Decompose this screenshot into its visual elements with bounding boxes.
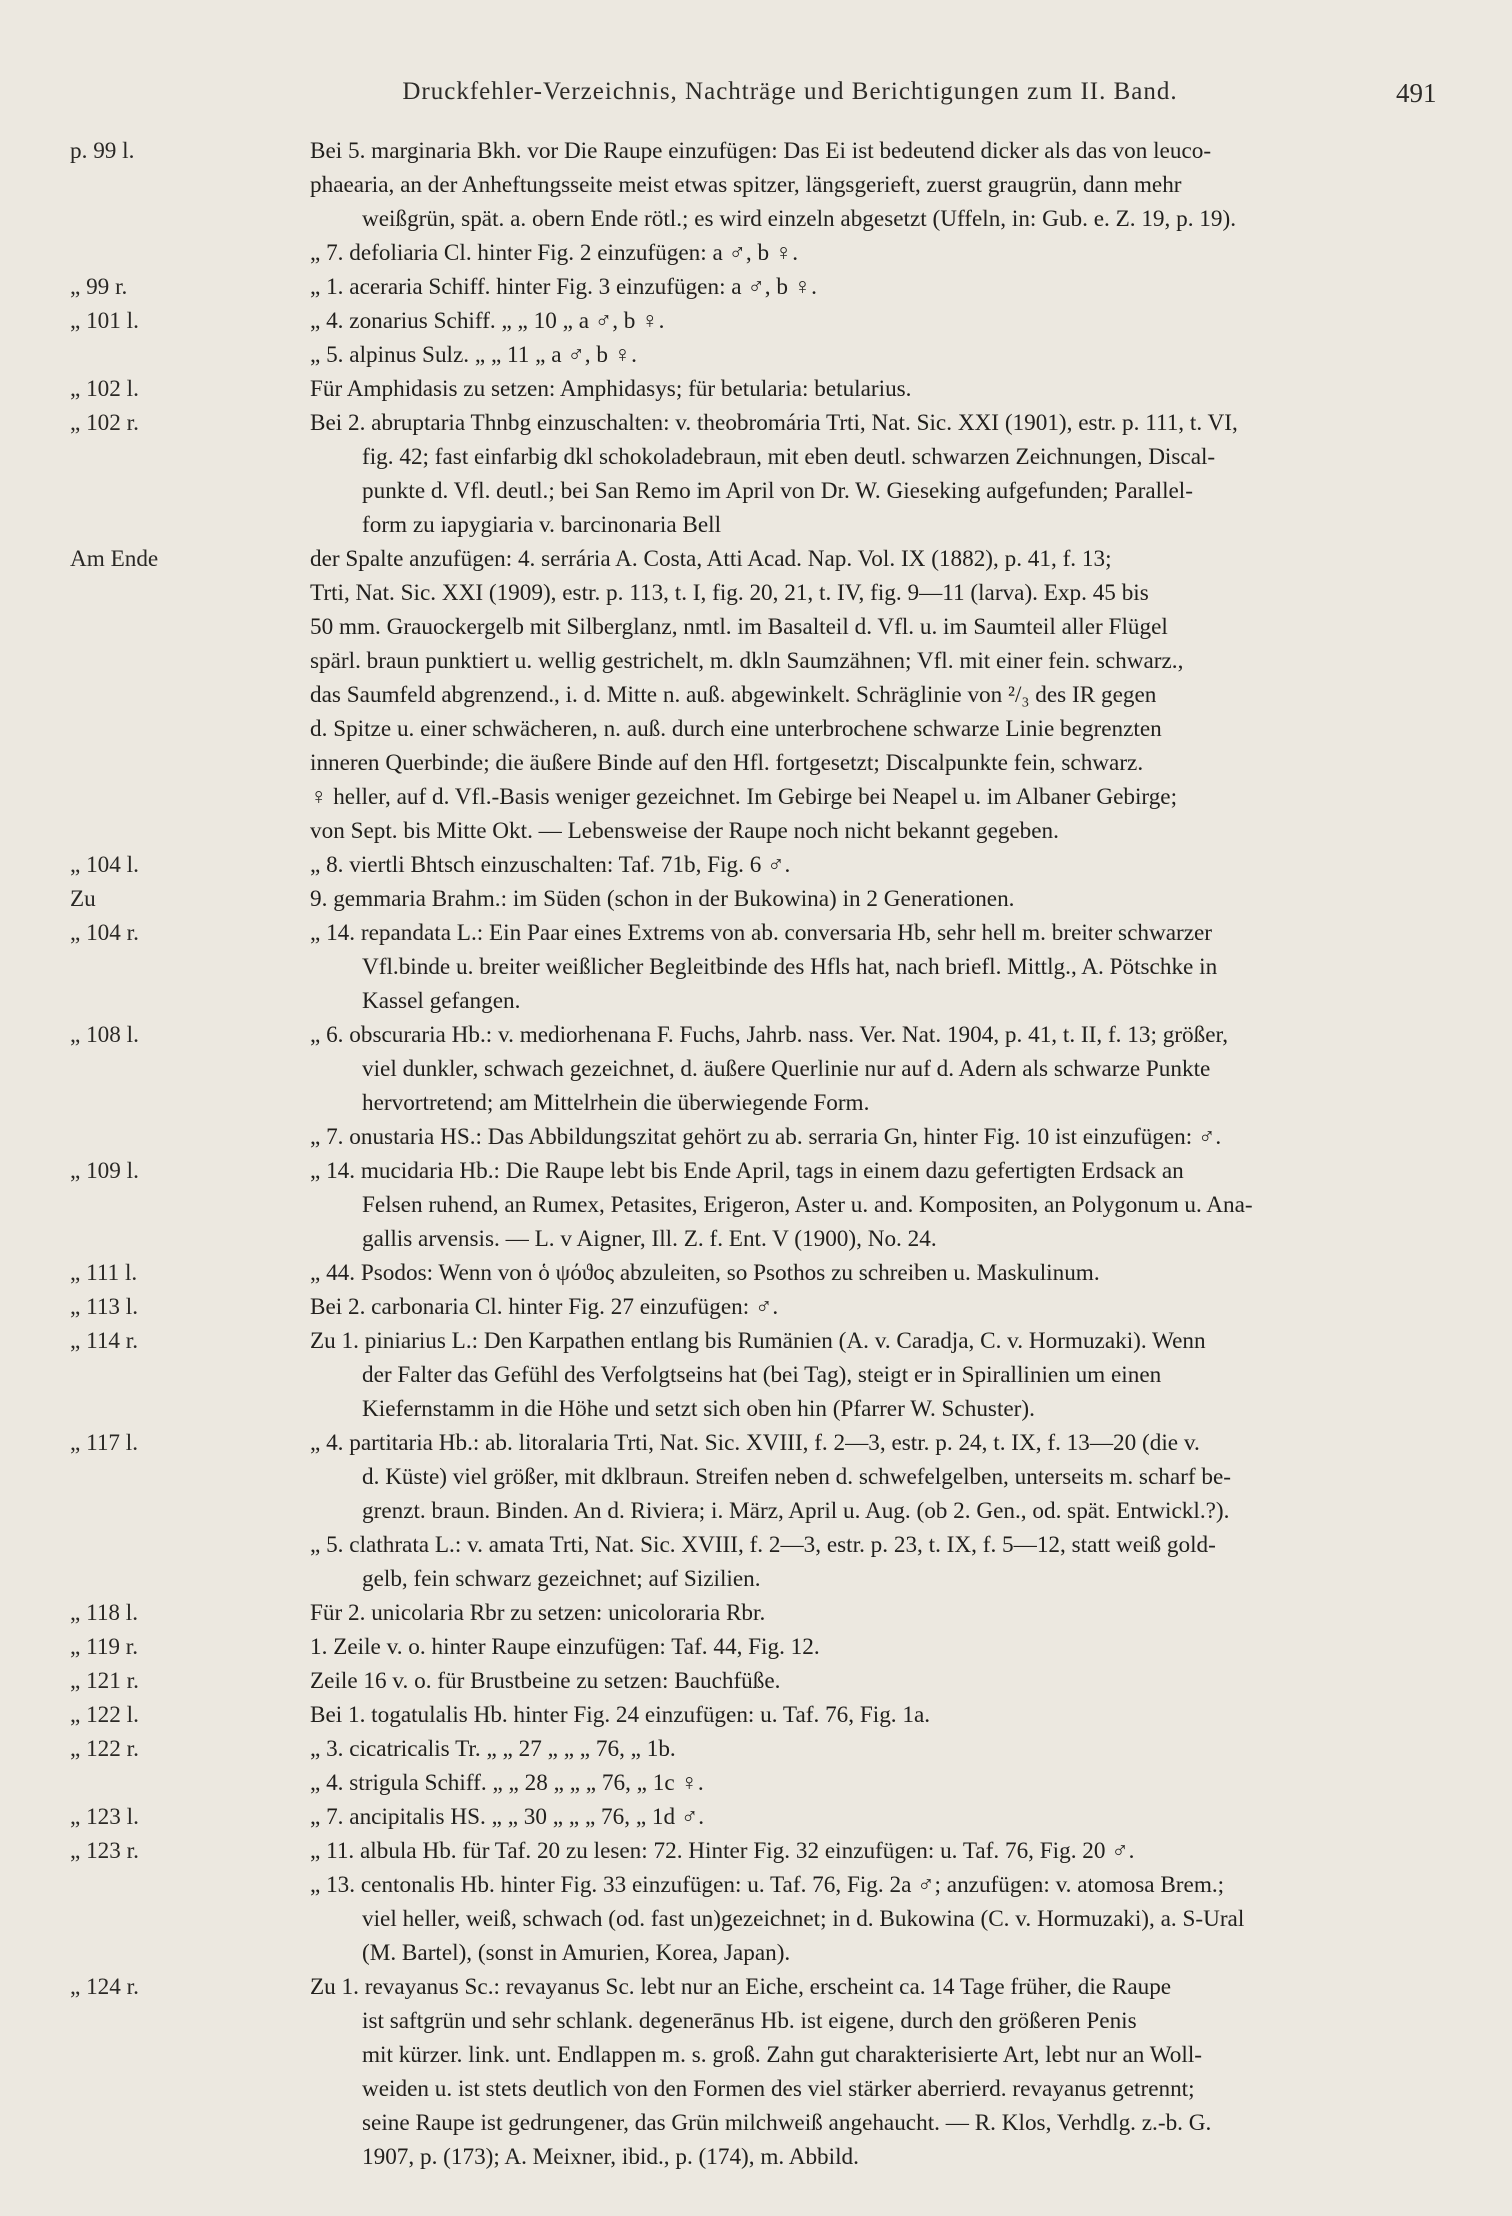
entry-line: Felsen ruhend, an Rumex, Petasites, Erigeron, Aster u. and. Kompositen, an Polygonum u. Ana-: [362, 1192, 1253, 1218]
entry-line: Zeile 16 v. o. für Brustbeine zu setzen: Bauchfüße.: [310, 1668, 781, 1694]
entry-line: „ 4. zonarius Schiff. „ „ 10 „ a ♂, b ♀.: [310, 308, 665, 334]
entry-line: Zu 1. revayanus Sc.: revayanus Sc. lebt nur an Eiche, erscheint ca. 14 Tage früher, die Raupe: [310, 1974, 1172, 2000]
entry: [70, 1834, 1450, 1970]
page-number: 491: [1396, 78, 1437, 108]
entry-line: d. Spitze u. einer schwächeren, n. auß. durch eine unterbrochene schwarze Linie begrenzten: [310, 716, 1162, 742]
entry-line: Für Amphidasis zu setzen: Amphidasys; für betularia: betularius.: [310, 376, 912, 402]
entry: [70, 1596, 1450, 1630]
entry-ref: „ 102 l.: [70, 376, 139, 402]
entry-line: „ 5. alpinus Sulz. „ „ 11 „ a ♂, b ♀.: [310, 342, 637, 368]
entry-ref: Am Ende: [70, 546, 159, 572]
entry: [70, 1664, 1450, 1698]
entry-ref: „ 109 l.: [70, 1158, 139, 1184]
entry: [70, 304, 1450, 372]
entry-line: Kassel gefangen.: [362, 988, 521, 1014]
running-header: [0, 78, 1512, 118]
entry-ref: „ 117 l.: [70, 1430, 139, 1456]
entry-ref: „ 119 r.: [70, 1634, 139, 1660]
entry-line: der Spalte anzufügen: 4. serrária A. Costa, Atti Acad. Nap. Vol. IX (1882), p. 41, f. 13;: [310, 546, 1112, 572]
entry-ref: „ 124 r.: [70, 1974, 139, 2000]
entry-line: „ 44. Psodos: Wenn von ὁ ψόϑος abzuleiten, so Psothos zu schreiben u. Maskulinum.: [310, 1260, 1100, 1286]
entry-line: fig. 42; fast einfarbig dkl schokoladebraun, mit eben deutl. schwarzen Zeichnungen, Discal-: [362, 444, 1216, 470]
entry: [70, 1970, 1450, 2174]
entry-line: Für 2. unicolaria Rbr zu setzen: unicoloraria Rbr.: [310, 1600, 766, 1626]
entry-ref: „ 121 r.: [70, 1668, 139, 1694]
entry-line: spärl. braun punktiert u. wellig gestrichelt, m. dkln Saumzähnen; Vfl. mit einer fein. schwarz.,: [310, 648, 1184, 674]
entry-ref: „ 118 l.: [70, 1600, 139, 1626]
entry-line: Bei 2. abruptaria Thnbg einzuschalten: v. theobromária Trti, Nat. Sic. XXI (1901), estr. p. 111, t. VI,: [310, 410, 1238, 436]
document-body: [70, 134, 1450, 2174]
entry-ref: „ 114 r.: [70, 1328, 139, 1354]
entry: [70, 406, 1450, 542]
entry-line: viel dunkler, schwach gezeichnet, d. äußere Querlinie nur auf d. Adern als schwarze Punkte: [362, 1056, 1211, 1082]
entry-line: weißgrün, spät. a. obern Ende rötl.; es wird einzeln abgesetzt (Uffeln, in: Gub. e. Z. 19, p. 19).: [362, 206, 1237, 232]
entry-line: „ 5. clathrata L.: v. amata Trti, Nat. Sic. XVIII, f. 2—3, estr. p. 23, t. IX, f. 5—12, statt weiß gold-: [310, 1532, 1216, 1558]
entry-ref: „ 122 r.: [70, 1736, 139, 1762]
entry: [70, 1018, 1450, 1154]
entry-ref: Zu: [70, 886, 96, 912]
entry-line: von Sept. bis Mitte Okt. — Lebensweise der Raupe noch nicht bekannt gegeben.: [310, 818, 1059, 844]
entry-ref: „ 104 l.: [70, 852, 139, 878]
entry: [70, 270, 1450, 304]
entry: [70, 1732, 1450, 1800]
entry-ref: „ 101 l.: [70, 308, 139, 334]
entry-line: der Falter das Gefühl des Verfolgtseins hat (bei Tag), steigt er in Spirallinien um einen: [362, 1362, 1162, 1388]
entry-line: mit kürzer. link. unt. Endlappen m. s. groß. Zahn gut charakterisierte Art, lebt nur an Woll-: [362, 2042, 1202, 2068]
entry-line: seine Raupe ist gedrungener, das Grün milchweiß angehaucht. — R. Klos, Verhdlg. z.-b. G.: [362, 2110, 1212, 2136]
entry-ref: „ 102 r.: [70, 410, 139, 436]
entry-line: form zu iapygiaria v. barcinonaria Bell: [362, 512, 722, 538]
entry-line: Bei 5. marginaria Bkh. vor Die Raupe einzufügen: Das Ei ist bedeutend dicker als das von leuco-: [310, 138, 1212, 164]
entry-line: weiden u. ist stets deutlich von den Formen des viel stärker aberrierd. revayanus getrennt;: [362, 2076, 1195, 2102]
entry: [70, 542, 1450, 848]
entry-line: „ 8. viertli Bhtsch einzuschalten: Taf. 71b, Fig. 6 ♂.: [310, 852, 791, 878]
entry: [70, 1324, 1450, 1426]
entry-ref: „ 104 r.: [70, 920, 139, 946]
entry-line: „ 4. strigula Schiff. „ „ 28 „ „ „ 76, „ 1c ♀.: [310, 1770, 704, 1796]
entry-line: Bei 1. togatulalis Hb. hinter Fig. 24 einzufügen: u. Taf. 76, Fig. 1a.: [310, 1702, 931, 1728]
entry: [70, 1698, 1450, 1732]
entry-line: „ 7. defoliaria Cl. hinter Fig. 2 einzufügen: a ♂, b ♀.: [310, 240, 799, 266]
entry-line: ♀ heller, auf d. Vfl.-Basis weniger gezeichnet. Im Gebirge bei Neapel u. im Albaner Gebirge;: [310, 784, 1178, 810]
entry-line: Vfl.binde u. breiter weißlicher Begleitbinde des Hfls hat, nach briefl. Mittlg., A. Pötschke in: [362, 954, 1218, 980]
entry-ref: „ 113 l.: [70, 1294, 139, 1320]
entry-line: „ 4. partitaria Hb.: ab. litoralaria Trti, Nat. Sic. XVIII, f. 2—3, estr. p. 24, t. IX, f. 13—20 (die v.: [310, 1430, 1200, 1456]
entry-line: grenzt. braun. Binden. An d. Riviera; i. März, April u. Aug. (ob 2. Gen., od. spät. Entwickl.?).: [362, 1498, 1230, 1524]
entry: [70, 916, 1450, 1018]
entry-line: Kiefernstamm in die Höhe und setzt sich oben hin (Pfarrer W. Schuster).: [362, 1396, 1035, 1422]
entry-line: Zu 1. piniarius L.: Den Karpathen entlang bis Rumänien (A. v. Caradja, C. v. Hormuzaki). Wenn: [310, 1328, 1206, 1354]
entry-line: „ 14. repandata L.: Ein Paar eines Extrems von ab. conversaria Hb, sehr hell m. breiter schwarzer: [310, 920, 1213, 946]
header-title: Druckfehler-Verzeichnis, Nachträge und Berichtigungen zum II. Band.: [402, 78, 1178, 105]
entry-line: d. Küste) viel größer, mit dklbraun. Streifen neben d. schwefelgelben, unterseits m. scharf be-: [362, 1464, 1231, 1490]
entry-line: gelb, fein schwarz gezeichnet; auf Sizilien.: [362, 1566, 761, 1592]
entry-ref: „ 123 l.: [70, 1804, 139, 1830]
entry: [70, 1290, 1450, 1324]
entry-line: ist saftgrün und sehr schlank. degenerānus Hb. ist eigene, durch den größeren Penis: [362, 2008, 1137, 2034]
entry: [70, 134, 1450, 270]
entry: [70, 848, 1450, 882]
entry: [70, 1426, 1450, 1596]
entry-line: Trti, Nat. Sic. XXI (1909), estr. p. 113, t. I, fig. 20, 21, t. IV, fig. 9—11 (larva). Exp. 45 bis: [310, 580, 1149, 606]
entry-line: „ 3. cicatricalis Tr. „ „ 27 „ „ „ 76, „ 1b.: [310, 1736, 676, 1762]
entry-line: phaearia, an der Anheftungsseite meist etwas spitzer, längsgerieft, zuerst graugrün, dann mehr: [310, 172, 1182, 198]
entry-ref: „ 111 l.: [70, 1260, 138, 1286]
entry-line: „ 7. onustaria HS.: Das Abbildungszitat gehört zu ab. serraria Gn, hinter Fig. 10 ist einzufügen: ♂.: [310, 1124, 1222, 1150]
entry-line: „ 11. albula Hb. für Taf. 20 zu lesen: 72. Hinter Fig. 32 einzufügen: u. Taf. 76, Fig. 20 ♂.: [310, 1838, 1135, 1864]
entry: [70, 372, 1450, 406]
entry-line: Bei 2. carbonaria Cl. hinter Fig. 27 einzufügen: ♂.: [310, 1294, 779, 1320]
entry-line: punkte d. Vfl. deutl.; bei San Remo im April von Dr. W. Gieseking aufgefunden; Parallel-: [362, 478, 1193, 504]
entry-line: 9. gemmaria Brahm.: im Süden (schon in der Bukowina) in 2 Generationen.: [310, 886, 1015, 912]
entry-ref: „ 122 l.: [70, 1702, 139, 1728]
entry-line: das Saumfeld abgrenzend., i. d. Mitte n. auß. abgewinkelt. Schräglinie von ²/₃ des IR gegen: [310, 682, 1157, 708]
entry: [70, 1800, 1450, 1834]
entry-line: inneren Querbinde; die äußere Binde auf den Hfl. fortgesetzt; Discalpunkte fein, schwarz.: [310, 750, 1144, 776]
entry-line: 1. Zeile v. o. hinter Raupe einzufügen: Taf. 44, Fig. 12.: [310, 1634, 820, 1660]
entry-line: „ 14. mucidaria Hb.: Die Raupe lebt bis Ende April, tags in einem dazu gefertigten Erdsack an: [310, 1158, 1184, 1184]
entry: [70, 882, 1450, 916]
entry-line: 50 mm. Grauockergelb mit Silberglanz, nmtl. im Basalteil d. Vfl. u. im Saumteil aller Flügel: [310, 614, 1168, 640]
entry-ref: „ 99 r.: [70, 274, 128, 300]
entry-line: hervortretend; am Mittelrhein die überwiegende Form.: [362, 1090, 870, 1116]
entry-line: viel heller, weiß, schwach (od. fast un)gezeichnet; in d. Bukowina (C. v. Hormuzaki), a. S-Ural: [362, 1906, 1245, 1932]
entry: [70, 1154, 1450, 1256]
entry-ref: „ 123 r.: [70, 1838, 139, 1864]
entry-line: (M. Bartel), (sonst in Amurien, Korea, Japan).: [362, 1940, 791, 1966]
entry-line: „ 13. centonalis Hb. hinter Fig. 33 einzufügen: u. Taf. 76, Fig. 2a ♂; anzufügen: v. atomosa Brem.;: [310, 1872, 1225, 1898]
entry-ref: p. 99 l.: [70, 138, 135, 164]
entry-ref: „ 108 l.: [70, 1022, 139, 1048]
entry-line: „ 6. obscuraria Hb.: v. mediorhenana F. Fuchs, Jahrb. nass. Ver. Nat. 1904, p. 41, t. II, f. 13; größer,: [310, 1022, 1229, 1048]
entry: [70, 1256, 1450, 1290]
entry-line: „ 1. aceraria Schiff. hinter Fig. 3 einzufügen: a ♂, b ♀.: [310, 274, 817, 300]
entry-line: gallis arvensis. — L. v Aigner, Ill. Z. f. Ent. V (1900), No. 24.: [362, 1226, 937, 1252]
entry-line: 1907, p. (173); A. Meixner, ibid., p. (174), m. Abbild.: [362, 2144, 859, 2170]
entry: [70, 1630, 1450, 1664]
entry-line: „ 7. ancipitalis HS. „ „ 30 „ „ „ 76, „ 1d ♂.: [310, 1804, 705, 1830]
